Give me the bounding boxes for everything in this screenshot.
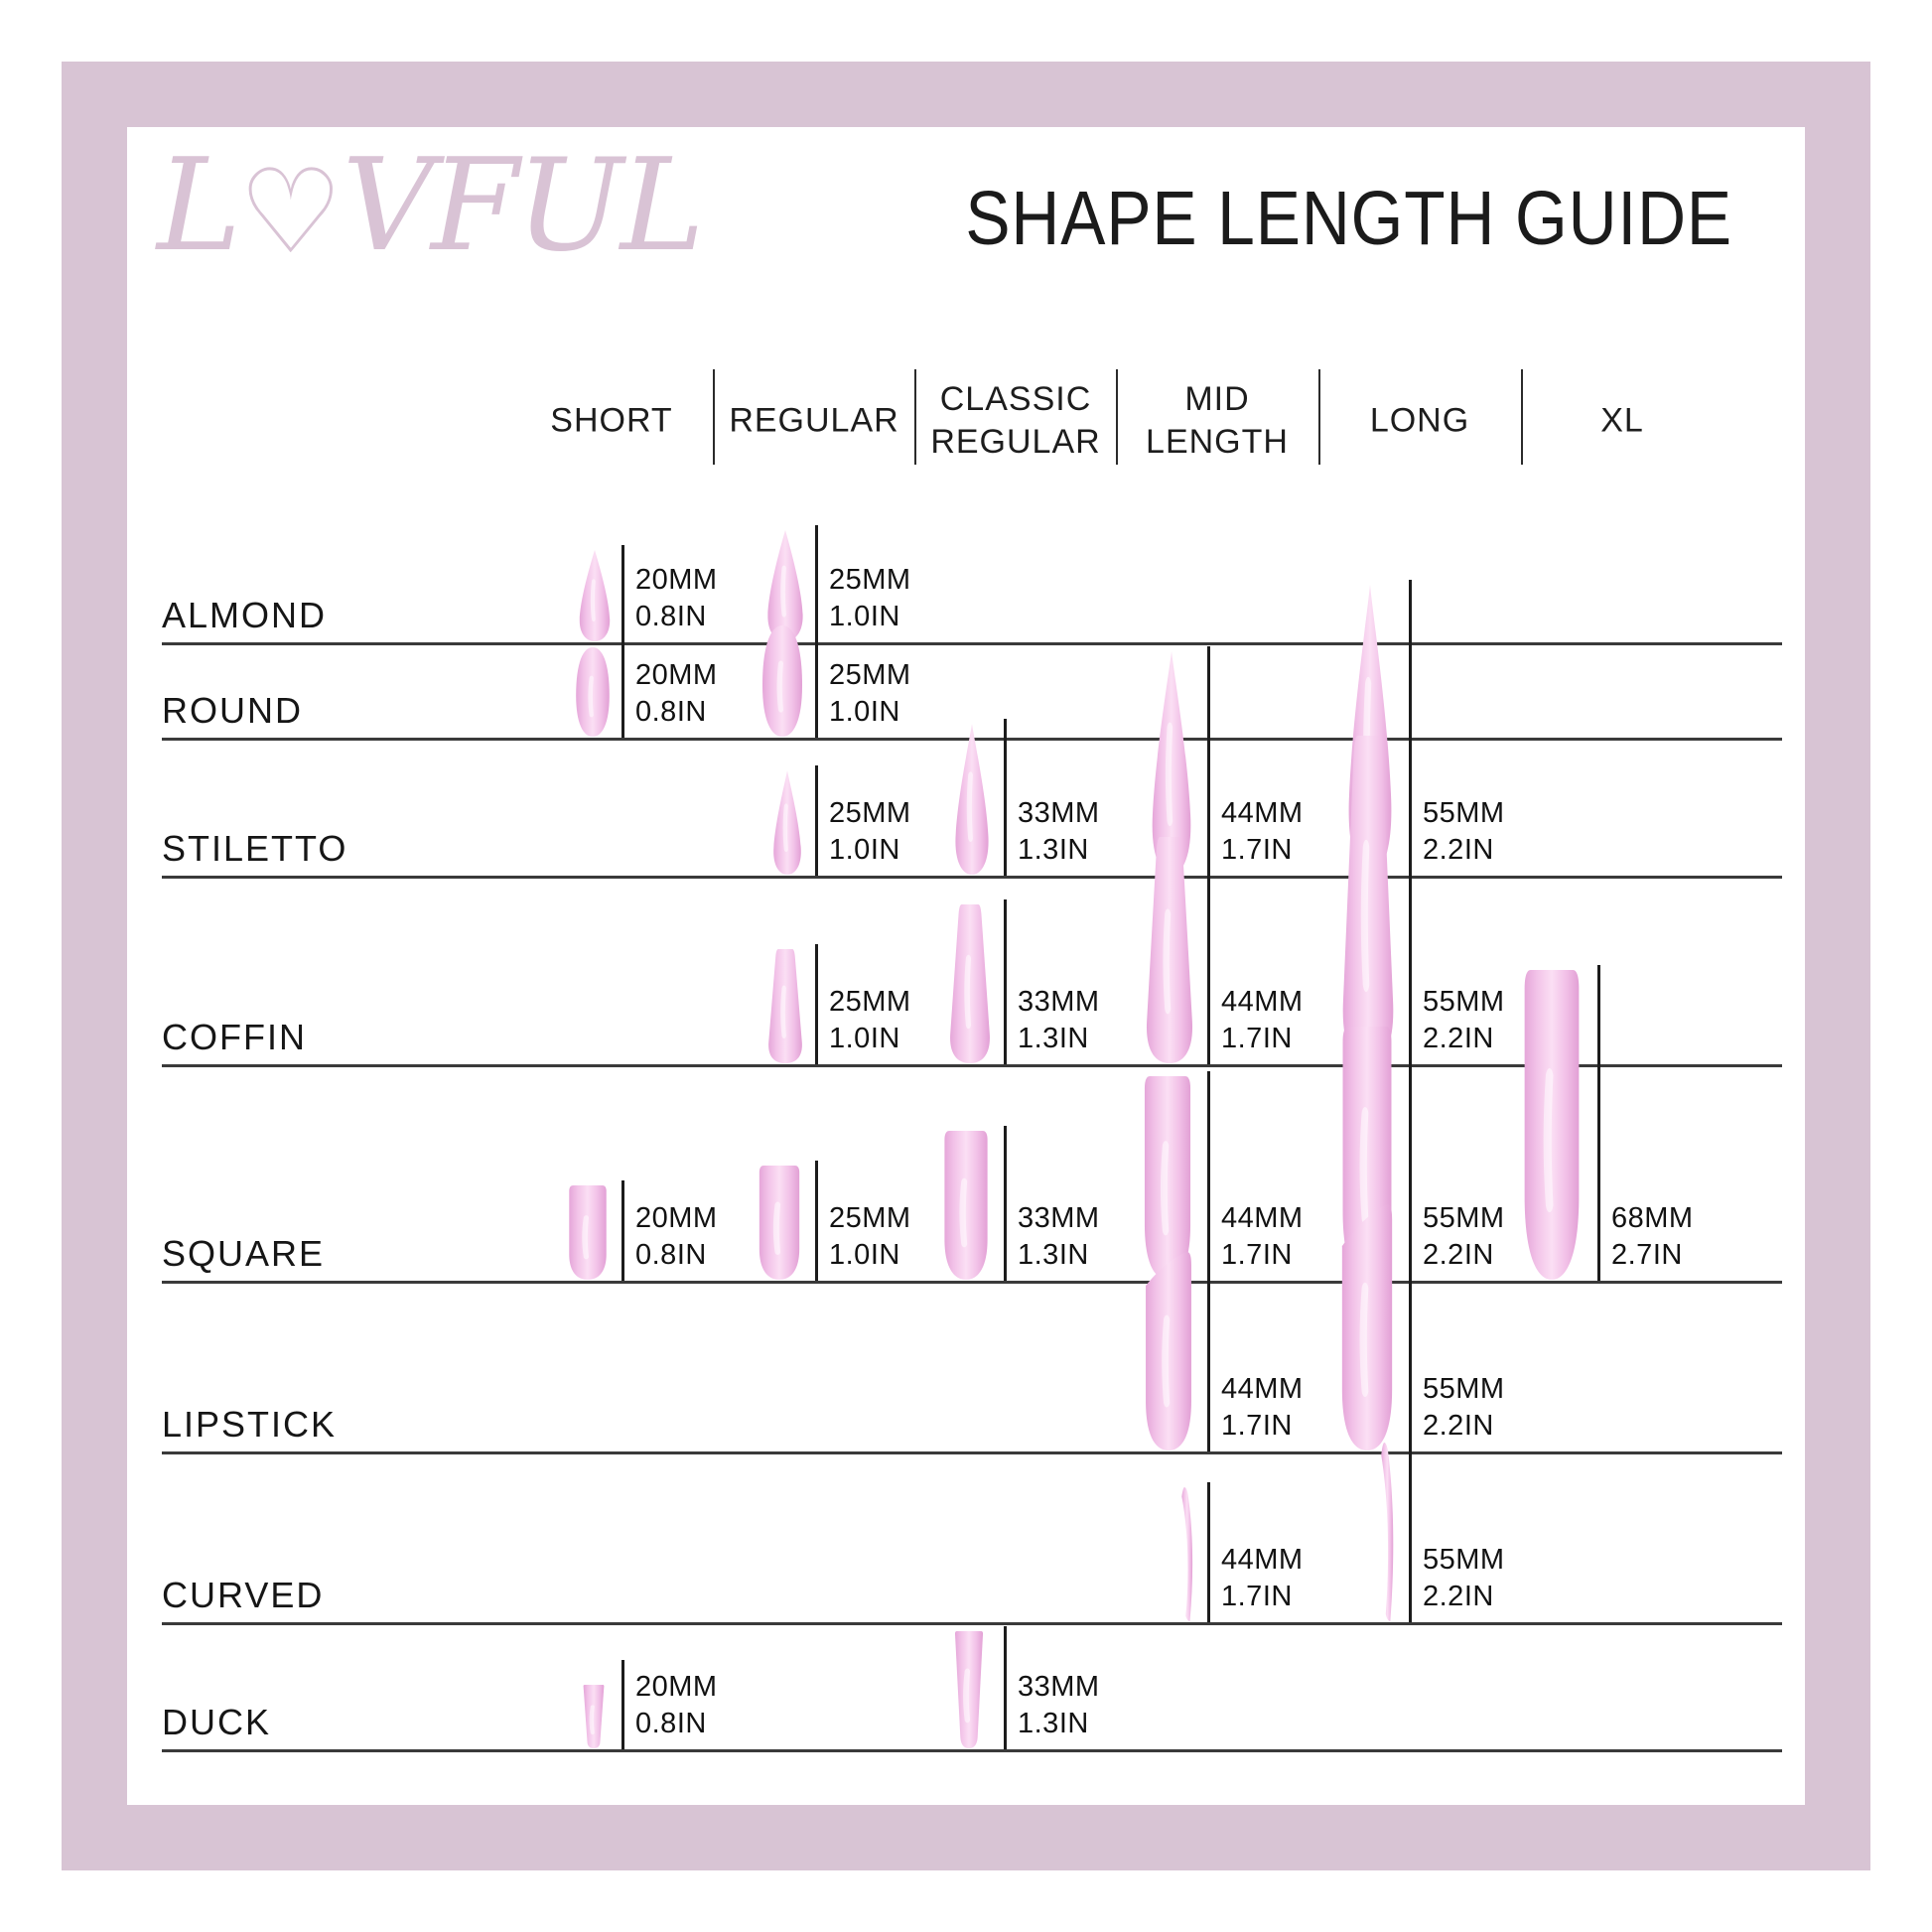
page-title: SHAPE LENGTH GUIDE <box>965 176 1732 261</box>
nail-round-regular <box>758 625 807 737</box>
measurement-square-mid_length <box>1221 1200 1304 1274</box>
measurement-mm: 33MM <box>1018 1202 1100 1234</box>
measure-line-square-short <box>621 1180 624 1281</box>
measurement-mm: 20MM <box>635 1671 718 1703</box>
row-underline-curved <box>162 1622 1782 1625</box>
measurement-coffin-classic_regular <box>1018 984 1100 1057</box>
measurement-coffin-mid_length <box>1221 984 1304 1057</box>
measurement-in: 1.7IN <box>1221 1410 1293 1442</box>
measure-line-curved-mid_length <box>1207 1482 1210 1622</box>
measurement-mm: 25MM <box>829 564 911 596</box>
measurement-mm: 25MM <box>829 659 911 691</box>
measurement-in: 1.3IN <box>1018 1023 1089 1054</box>
measurement-coffin-long <box>1423 984 1505 1057</box>
measurement-stiletto-mid_length <box>1221 795 1304 869</box>
measurement-in: 2.7IN <box>1611 1239 1683 1271</box>
nail-coffin-regular <box>763 949 807 1063</box>
nail-square-short <box>562 1185 614 1280</box>
row-label-round: ROUND <box>162 690 303 731</box>
nail-curved-mid_length <box>1166 1487 1199 1621</box>
header-divider-4 <box>1318 369 1320 465</box>
nail-lipstick-mid_length <box>1138 1252 1199 1450</box>
measurement-mm: 25MM <box>829 797 911 829</box>
measurement-in: 2.2IN <box>1423 1023 1494 1054</box>
nail-duck-classic_regular <box>942 1631 996 1748</box>
measurement-duck-classic_regular <box>1018 1669 1100 1742</box>
measurement-mm: 55MM <box>1423 986 1505 1018</box>
measurement-mm: 25MM <box>829 986 911 1018</box>
measurement-in: 2.2IN <box>1423 1410 1494 1442</box>
nail-duck-short <box>574 1685 614 1748</box>
row-underline-almond <box>162 642 1782 645</box>
measurement-square-regular <box>829 1200 911 1274</box>
row-label-coffin: COFFIN <box>162 1017 307 1057</box>
row-underline-lipstick <box>162 1451 1782 1454</box>
nail-curved-long <box>1363 1443 1401 1621</box>
header-divider-5 <box>1521 369 1523 465</box>
measurement-in: 2.2IN <box>1423 1239 1494 1271</box>
measurement-in: 1.3IN <box>1018 834 1089 866</box>
row-label-curved: CURVED <box>162 1575 325 1615</box>
measurement-mm: 55MM <box>1423 1202 1505 1234</box>
row-underline-duck <box>162 1749 1782 1752</box>
header-divider-2 <box>914 369 916 465</box>
brand-logo <box>157 127 702 289</box>
measurement-mm: 55MM <box>1423 1373 1505 1405</box>
measurement-in: 1.7IN <box>1221 834 1293 866</box>
measure-line-round-regular <box>815 621 818 738</box>
measure-line-coffin-classic_regular <box>1004 899 1007 1064</box>
nail-stiletto-classic_regular <box>948 724 996 875</box>
measurement-mm: 20MM <box>635 564 718 596</box>
measurement-in: 1.3IN <box>1018 1239 1089 1271</box>
measurement-in: 1.7IN <box>1221 1023 1293 1054</box>
measurement-mm: 44MM <box>1221 986 1304 1018</box>
measurement-almond-short <box>635 562 718 635</box>
nail-round-short <box>572 647 614 737</box>
measurement-in: 2.2IN <box>1423 834 1494 866</box>
column-header-classic_regular: CLASSIC REGULAR <box>930 380 1101 461</box>
measurement-stiletto-long <box>1423 795 1505 869</box>
measurement-mm: 33MM <box>1018 986 1100 1018</box>
measurement-square-long <box>1423 1200 1505 1274</box>
measurement-in: 0.8IN <box>635 696 707 728</box>
measurement-in: 0.8IN <box>635 1239 707 1271</box>
measurement-mm: 33MM <box>1018 1671 1100 1703</box>
column-header-regular: REGULAR <box>729 401 899 440</box>
measurement-mm: 68MM <box>1611 1202 1694 1234</box>
nail-coffin-classic_regular <box>944 904 996 1063</box>
measurement-in: 2.2IN <box>1423 1581 1494 1612</box>
measure-line-coffin-regular <box>815 944 818 1064</box>
measurement-in: 1.0IN <box>829 834 900 866</box>
row-label-duck: DUCK <box>162 1702 272 1742</box>
measurement-mm: 55MM <box>1423 797 1505 829</box>
measure-line-square-classic_regular <box>1004 1126 1007 1281</box>
measure-line-lipstick-long <box>1409 1199 1412 1451</box>
measurement-in: 0.8IN <box>635 1708 707 1739</box>
heart-icon: ♡ <box>238 144 343 280</box>
measure-line-stiletto-classic_regular <box>1004 719 1007 876</box>
measure-line-round-short <box>621 642 624 738</box>
row-underline-square <box>162 1281 1782 1284</box>
measurement-in: 1.0IN <box>829 601 900 632</box>
measurement-mm: 20MM <box>635 659 718 691</box>
logo-letter-l: L <box>157 132 238 280</box>
column-header-mid_length: MID LENGTH <box>1146 380 1289 461</box>
row-label-square: SQUARE <box>162 1233 326 1274</box>
measurement-mm: 55MM <box>1423 1544 1505 1576</box>
row-label-lipstick: LIPSTICK <box>162 1404 338 1445</box>
measurement-in: 0.8IN <box>635 601 707 632</box>
measurement-in: 1.7IN <box>1221 1581 1293 1612</box>
measure-line-lipstick-mid_length <box>1207 1247 1210 1451</box>
measurement-in: 1.0IN <box>829 1023 900 1054</box>
measure-line-coffin-long <box>1409 731 1412 1064</box>
measurement-square-short <box>635 1200 718 1274</box>
nail-square-classic_regular <box>936 1131 996 1280</box>
column-header-short: SHORT <box>550 401 673 440</box>
row-underline-stiletto <box>162 876 1782 879</box>
measurement-lipstick-long <box>1423 1371 1505 1445</box>
nail-square-regular <box>752 1166 807 1280</box>
measurement-mm: 44MM <box>1221 1373 1304 1405</box>
measure-line-stiletto-regular <box>815 765 818 876</box>
measurement-almond-regular <box>829 562 911 635</box>
measurement-curved-mid_length <box>1221 1542 1304 1615</box>
measurement-mm: 20MM <box>635 1202 718 1234</box>
measure-line-duck-classic_regular <box>1004 1626 1007 1749</box>
nail-almond-short <box>576 550 614 641</box>
measurement-round-regular <box>829 657 911 731</box>
nail-square-mid_length <box>1136 1076 1199 1280</box>
nail-coffin-long <box>1335 736 1401 1063</box>
measurement-square-xl <box>1611 1200 1694 1274</box>
measure-line-square-xl <box>1597 965 1600 1281</box>
measurement-round-short <box>635 657 718 731</box>
measurement-duck-short <box>635 1669 718 1742</box>
measurement-mm: 25MM <box>829 1202 911 1234</box>
measurement-coffin-regular <box>829 984 911 1057</box>
measurement-mm: 44MM <box>1221 1544 1304 1576</box>
nail-coffin-mid_length <box>1140 837 1199 1063</box>
measurement-in: 1.0IN <box>829 1239 900 1271</box>
measurement-stiletto-classic_regular <box>1018 795 1100 869</box>
header-divider-1 <box>713 369 715 465</box>
measurement-in: 1.7IN <box>1221 1239 1293 1271</box>
measure-line-square-regular <box>815 1161 818 1281</box>
measurement-mm: 44MM <box>1221 797 1304 829</box>
measurement-in: 1.0IN <box>829 696 900 728</box>
measure-line-curved-long <box>1409 1438 1412 1622</box>
row-label-stiletto: STILETTO <box>162 828 348 869</box>
measure-line-coffin-mid_length <box>1207 832 1210 1064</box>
measurement-square-classic_regular <box>1018 1200 1100 1274</box>
logo-letters-vful: VFUL <box>342 132 702 280</box>
nail-stiletto-regular <box>767 770 807 875</box>
column-header-long: LONG <box>1369 401 1470 440</box>
header-divider-3 <box>1116 369 1118 465</box>
nail-square-xl <box>1514 970 1589 1280</box>
measure-line-duck-short <box>621 1660 624 1749</box>
measure-line-almond-short <box>621 545 624 642</box>
row-label-almond: ALMOND <box>162 595 328 635</box>
column-header-xl: XL <box>1600 401 1644 440</box>
measurement-lipstick-mid_length <box>1221 1371 1304 1445</box>
measurement-stiletto-regular <box>829 795 911 869</box>
nail-lipstick-long <box>1333 1204 1401 1450</box>
measurement-curved-long <box>1423 1542 1505 1615</box>
measurement-mm: 33MM <box>1018 797 1100 829</box>
measurement-mm: 44MM <box>1221 1202 1304 1234</box>
measurement-in: 1.3IN <box>1018 1708 1089 1739</box>
